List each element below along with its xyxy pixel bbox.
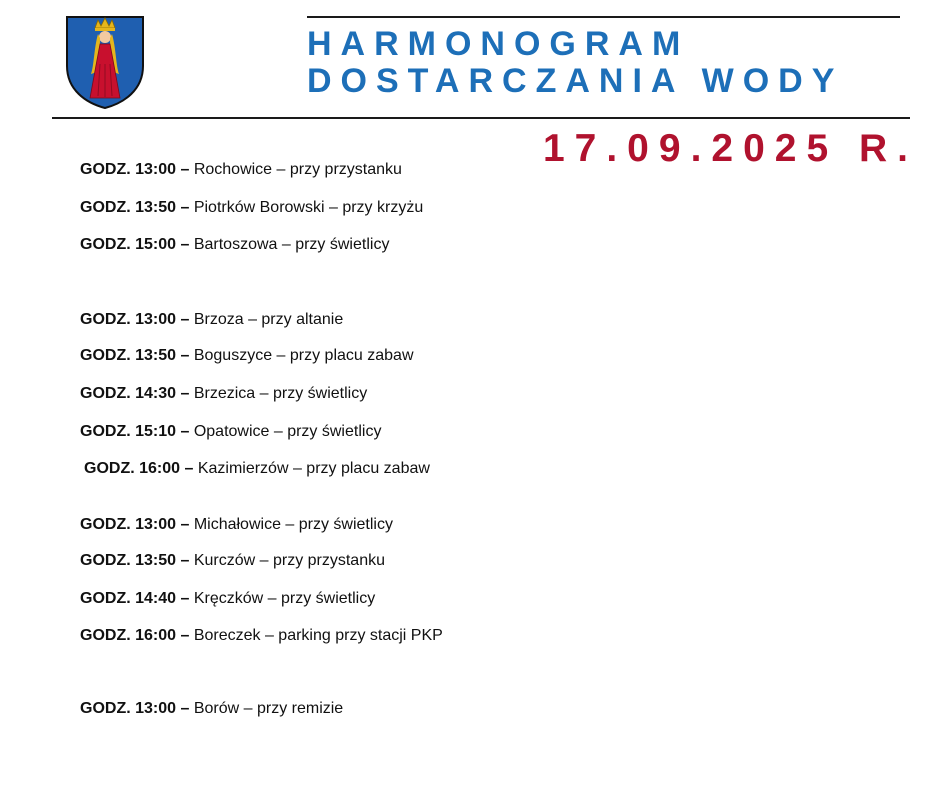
schedule-row: GODZ. 14:30 – Brzezica – przy świetlicy — [80, 385, 368, 402]
coat-of-arms-icon — [64, 14, 146, 110]
schedule-row: GODZ. 14:40 – Kręczków – przy świetlicy — [80, 590, 376, 607]
schedule-row: GODZ. 13:50 – Piotrków Borowski – przy krzyżu — [80, 199, 424, 216]
schedule-row: GODZ. 16:00 – Kazimierzów – przy placu zabaw — [84, 460, 430, 477]
schedule-row: GODZ. 13:00 – Brzoza – przy altanie — [80, 311, 344, 328]
schedule-row: GODZ. 13:50 – Boguszyce – przy placu zabaw — [80, 347, 414, 364]
schedule-row: GODZ. 13:00 – Michałowice – przy świetlicy — [80, 516, 393, 533]
title-line-1: HARMONOGRAM — [307, 25, 690, 63]
schedule-date: 17.09.2025 R. — [542, 127, 918, 170]
page-title — [307, 26, 843, 100]
schedule-row: GODZ. 16:00 – Boreczek – parking przy stacji PKP — [80, 627, 443, 644]
schedule-row: GODZ. 13:00 – Borów – przy remizie — [80, 700, 344, 717]
title-line-2: DOSTARCZANIA WODY — [307, 62, 844, 100]
schedule-row: GODZ. 13:50 – Kurczów – przy przystanku — [80, 552, 385, 569]
header-top-rule — [307, 16, 900, 18]
header-divider — [52, 117, 910, 119]
schedule-row: GODZ. 15:10 – Opatowice – przy świetlicy — [80, 423, 382, 440]
schedule-row: GODZ. 15:00 – Bartoszowa – przy świetlicy — [80, 236, 390, 253]
schedule-row: GODZ. 13:00 – Rochowice – przy przystanku — [80, 161, 402, 178]
